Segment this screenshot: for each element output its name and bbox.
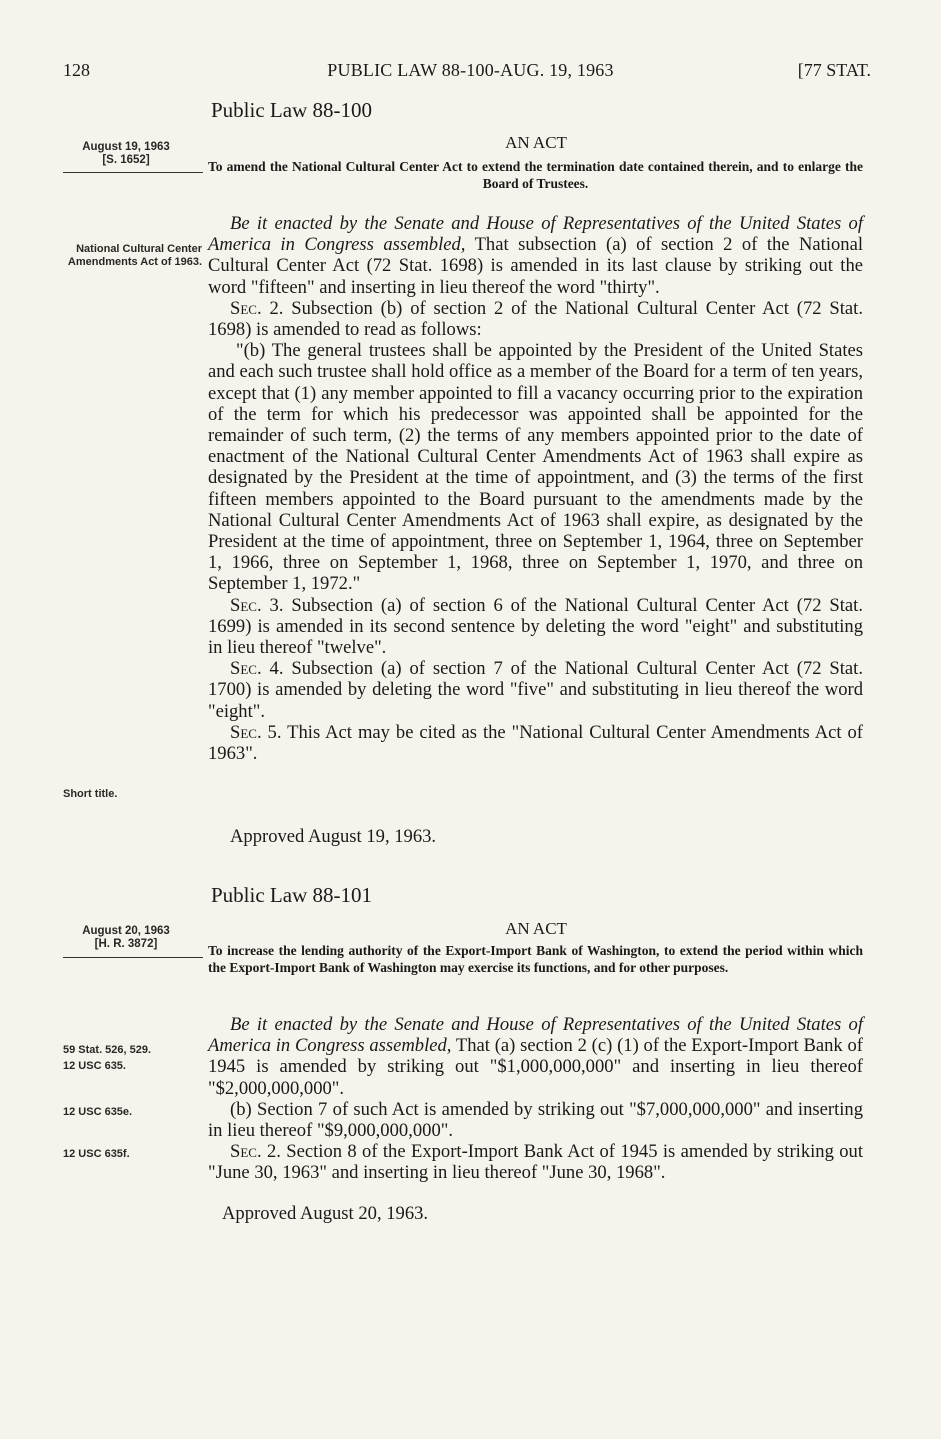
law1-section-2-quote: "(b) The general trustees shall be appointed by the President of the United States and each such trustee shall hold office as a member of the Board for a term of ten years, except that (1) any member appointed to fill a vacancy occurring prior to the expiration of the term for which his predecessor was appointed shall be appointed for the remainder of such term, (2) the terms of any members appointed prior to the date of enactment of the National Cultural Center Amendments Act of 1963 shall expire as designated by the President at the time of appointment, and (3) the terms of the first fifteen members appointed to the Board pursuant to the amendments made by the National Cultural Center Amendments Act of 1963 shall expire, as designated by the President at the time of appointment, three on September 1, 1964, three on September 1, 1966, three on September 1, 1968, three on September 1, 1970, and three on September 1, 1972." [208,340,863,595]
law2-section-1: Be it enacted by the Senate and House of Representatives of the United States of America in Congress assembled, That (a) section 2 (c) (1) of the Export-Import Bank of 1945 is amended by striking out "$1,000,000,000" and inserting in lieu thereof "$2,000,000,000". [208,1014,863,1099]
law2-section-1-b: (b) Section 7 of such Act is amended by striking out "$7,000,000,000" and inserting in lieu thereof "$9,000,000,000". [208,1098,863,1142]
law1-title: Public Law 88-100 [211,98,372,122]
law2-title: Public Law 88-101 [211,883,372,907]
law1-approved: Approved August 19, 1963. [230,826,437,847]
law2-margin-note-usc-635f: 12 USC 635f. [63,1148,130,1160]
law1-section-2: Sec. 2. Subsection (b) of section 2 of the National Cultural Center Act (72 Stat. 1698) is amended to read as follows: [208,297,863,341]
law2-act-label: AN ACT [505,919,567,938]
law1-section-3: Sec. 3. Subsection (a) of section 6 of the National Cultural Center Act (72 Stat. 1699) is amended in its second sentence by deleting the word "eight" and substituting in lieu thereof "twelve". [208,594,863,659]
law1-section-4: Sec. 4. Subsection (a) of section 7 of the National Cultural Center Act (72 Stat. 1700) is amended by deleting the word "five" and substituting in lieu thereof the word "eight". [208,658,863,722]
running-title: PUBLIC LAW 88-100-AUG. 19, 1963 [327,60,614,80]
law2-purpose: To increase the lending authority of the Export-Import Bank of Washington, to extend the period within which the Export-Import Bank of Washington may exercise its functions, and for other purposes. [208,943,863,975]
law1-bill-number: [S. 1652] [102,154,150,166]
statute-reference: [77 STAT. [797,60,871,80]
law1-enacting-clause: Be it enacted by the Senate and House of Representatives of the United States of America in Congress assembled, [208,213,863,256]
law2-body [208,1014,863,1184]
law2-margin-note-stat: 59 Stat. 526, 529. [63,1044,152,1056]
law2-approved: Approved August 20, 1963. [222,1203,429,1224]
law2-margin-note-usc-635: 12 USC 635. [63,1060,126,1072]
law1-margin-note-act-name: National Cultural Center Amendments Act of 1963. [67,243,202,268]
law2-margin-note-usc-635e: 12 USC 635e. [63,1106,133,1118]
law1-act-label: AN ACT [505,133,567,152]
law1-margin-rule [63,172,203,173]
law1-margin-note-short-title: Short title. [63,788,118,800]
page-number: 128 [63,60,90,80]
law2-section-2: Sec. 2. Section 8 of the Export-Import Bank Act of 1945 is amended by striking out "June 30, 1963" and inserting in lieu thereof "June 30, 1968". [208,1141,863,1184]
law1-date: August 19, 1963 [82,141,170,153]
law2-margin-rule [63,957,203,958]
law1-body [208,213,863,764]
law2-bill-number: [H. R. 3872] [94,938,158,950]
law2-enacting-clause: Be it enacted by the Senate and House of Representatives of the United States of America in Congress assembled, [208,1014,863,1057]
law1-section-1: Be it enacted by the Senate and House of Representatives of the United States of America in Congress assembled, That subsection (a) of section 2 of the National Cultural Center Act (72 Stat. 1698) is amended in its last clause by striking out the word "fifteen" and inserting in lieu thereof the word "thirty". [208,213,864,298]
law2-date: August 20, 1963 [82,925,170,937]
law1-purpose: To amend the National Cultural Center Act to extend the termination date contained therein, and to enlarge the Board of Trustees. [208,159,863,191]
law1-section-5: Sec. 5. This Act may be cited as the "National Cultural Center Amendments Act of 1963". [208,721,863,765]
